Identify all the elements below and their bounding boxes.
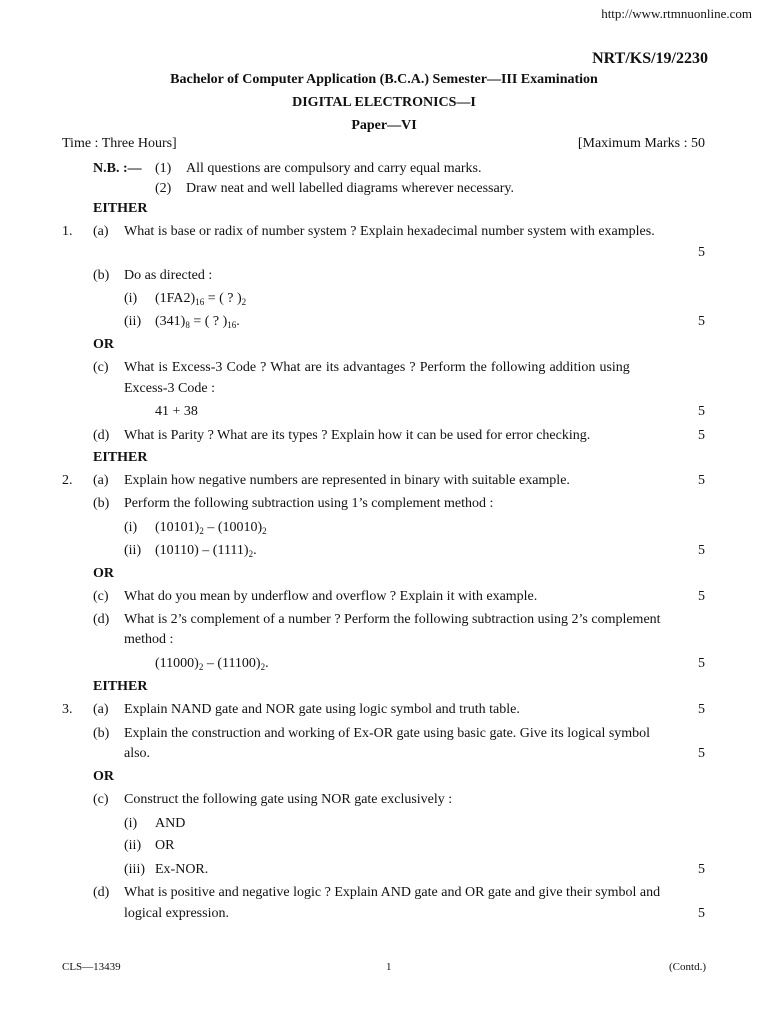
nb-number: (2) [155, 181, 172, 196]
part-label: (c) [93, 360, 109, 375]
paper-number: Paper—VI [351, 118, 417, 133]
paper-code: NRT/KS/19/2230 [592, 50, 708, 67]
question-text: What is Excess-3 Code ? What are its advantages ? Perform the following addition using [124, 360, 630, 375]
question-text: What is base or radix of number system ? Explain hexadecimal number system with examples. [124, 224, 655, 239]
question-text: also. [124, 746, 151, 761]
q1-b [0, 266, 768, 286]
time-marks-line [0, 134, 768, 154]
base-subscript: 2 [260, 662, 266, 672]
q1-b-ii [0, 312, 768, 332]
question-text: What do you mean by underflow and overflow ? Explain it with example. [124, 589, 538, 604]
q2-b-ii [0, 541, 768, 561]
base-subscript: 2 [198, 662, 204, 672]
q3-c-i [0, 814, 768, 834]
expr-part: (10110) – (1111) [155, 543, 249, 558]
q3-b-line2 [0, 744, 768, 764]
nb-label: N.B. :— [93, 161, 142, 176]
or-label: OR [93, 566, 114, 581]
question-text: What is 2’s complement of a number ? Perform the following subtraction using 2’s complement [124, 612, 661, 627]
part-label: (a) [93, 224, 109, 239]
q3-b [0, 724, 768, 744]
marks: 5 [698, 245, 705, 260]
or-label: OR [93, 769, 114, 784]
exam-title: Bachelor of Computer Application (B.C.A.) Semester—III Examination [170, 72, 598, 87]
part-label: (d) [93, 428, 110, 443]
base-subscript: 16 [195, 297, 205, 307]
part-label: (d) [93, 885, 110, 900]
q2-d-line2 [0, 630, 768, 650]
marks: 5 [698, 404, 705, 419]
part-label: (b) [93, 268, 110, 283]
marks: 5 [698, 589, 705, 604]
q2-b [0, 494, 768, 514]
q1-c [0, 358, 768, 378]
q2-a [0, 471, 768, 491]
question-text: Explain the construction and working of Ex-OR gate using basic gate. Give its logical symbol [124, 726, 651, 741]
part-label: (a) [93, 473, 109, 488]
roman-label: (ii) [124, 838, 142, 853]
page-number: 1 [386, 961, 392, 973]
q2-b-i [0, 518, 768, 538]
nb-number: (1) [155, 161, 172, 176]
expr-part: (1FA2) [155, 291, 196, 306]
marks: 5 [698, 314, 705, 329]
nb-text: All questions are compulsory and carry equal marks. [186, 161, 482, 176]
time-allowed: Time : Three Hours] [62, 136, 177, 151]
subject-title: DIGITAL ELECTRONICS—I [292, 95, 476, 110]
part-label: (c) [93, 589, 109, 604]
subtraction-expression [155, 654, 269, 674]
base-subscript: 2 [262, 526, 267, 536]
question-text: Explain NAND gate and NOR gate using logic symbol and truth table. [124, 702, 520, 717]
q3-c-ii [0, 836, 768, 856]
expr-part: . [236, 314, 240, 329]
footer-code: CLS—13439 [62, 961, 121, 973]
either-heading [0, 199, 768, 219]
q3-a [0, 700, 768, 720]
q2-c [0, 587, 768, 607]
or-heading [0, 335, 768, 355]
base-subscript: 8 [185, 320, 190, 330]
maximum-marks: [Maximum Marks : 50 [577, 136, 705, 151]
nb-text: Draw neat and well labelled diagrams wherever necessary. [186, 181, 514, 196]
question-number: 3. [62, 702, 73, 717]
conversion-expression [155, 289, 246, 309]
q3-c [0, 790, 768, 810]
expr-part: . [253, 543, 257, 558]
or-label: OR [93, 337, 114, 352]
question-text: Explain how negative numbers are represented in binary with suitable example. [124, 473, 570, 488]
either-label: EITHER [93, 450, 148, 465]
q1-c-expr [0, 402, 768, 422]
question-text: Perform the following subtraction using 1’s complement method : [124, 496, 494, 511]
expr-part: (11000) [155, 656, 199, 671]
gate-name: AND [155, 816, 186, 831]
question-text: logical expression. [124, 906, 229, 921]
question-number: 2. [62, 473, 73, 488]
question-text: Construct the following gate using NOR gate exclusively : [124, 792, 453, 807]
either-label: EITHER [93, 201, 148, 216]
roman-label: (ii) [124, 543, 142, 558]
marks: 5 [698, 702, 705, 717]
marks: 5 [698, 473, 705, 488]
marks: 5 [698, 656, 705, 671]
question-text: What is positive and negative logic ? Explain AND gate and OR gate and give their symbol and [124, 885, 661, 900]
q2-d-expr [0, 654, 768, 674]
roman-label: (i) [124, 291, 138, 306]
base-subscript: 2 [199, 526, 204, 536]
part-label: (a) [93, 702, 109, 717]
expr-part: (341) [155, 314, 186, 329]
question-text: Do as directed : [124, 268, 213, 283]
q3-c-iii [0, 860, 768, 880]
addition-expression: 41 + 38 [155, 404, 198, 419]
conversion-expression [155, 312, 240, 332]
gate-name: OR [155, 838, 175, 853]
roman-label: (iii) [124, 862, 145, 877]
roman-label: (ii) [124, 314, 142, 329]
q3-d [0, 883, 768, 903]
subtraction-expression [155, 541, 257, 561]
q3-d-line2 [0, 904, 768, 924]
gate-name: Ex-NOR. [155, 862, 209, 877]
roman-label: (i) [124, 520, 138, 535]
part-label: (b) [93, 496, 110, 511]
or-heading [0, 767, 768, 787]
q1-b-i [0, 289, 768, 309]
expr-part: = ( ? ) [189, 314, 228, 329]
source-url[interactable]: http://www.rtmnuonline.com [601, 6, 752, 21]
part-label: (c) [93, 792, 109, 807]
roman-label: (i) [124, 816, 138, 831]
marks: 5 [698, 906, 705, 921]
either-label: EITHER [93, 679, 148, 694]
base-subscript: 2 [241, 297, 247, 307]
marks: 5 [698, 862, 705, 877]
part-label: (d) [93, 612, 110, 627]
q1-c-line2 [0, 379, 768, 399]
q1-a-marks [0, 243, 768, 263]
expr-part: – (11100) [203, 656, 261, 671]
nb-line-2 [0, 179, 768, 199]
expr-part: – (10010) [203, 520, 263, 535]
expr-part: = ( ? ) [204, 291, 242, 306]
question-number: 1. [62, 224, 73, 239]
expr-part: . [265, 656, 269, 671]
base-subscript: 16 [227, 320, 237, 330]
or-heading [0, 564, 768, 584]
q2-d [0, 610, 768, 630]
either-heading [0, 677, 768, 697]
expr-part: (10101) [155, 520, 200, 535]
either-heading [0, 448, 768, 468]
q1-a [0, 222, 768, 242]
nb-line-1 [0, 159, 768, 179]
q1-d [0, 426, 768, 446]
part-label: (b) [93, 726, 110, 741]
base-subscript: 2 [248, 549, 254, 559]
marks: 5 [698, 543, 705, 558]
question-text: Excess-3 Code : [124, 381, 215, 396]
question-text: What is Parity ? What are its types ? Explain how it can be used for error checking. [124, 428, 591, 443]
marks: 5 [698, 746, 705, 761]
subtraction-expression [155, 518, 267, 538]
marks: 5 [698, 428, 705, 443]
footer-contd: (Contd.) [669, 961, 706, 973]
question-text: method : [124, 632, 174, 647]
